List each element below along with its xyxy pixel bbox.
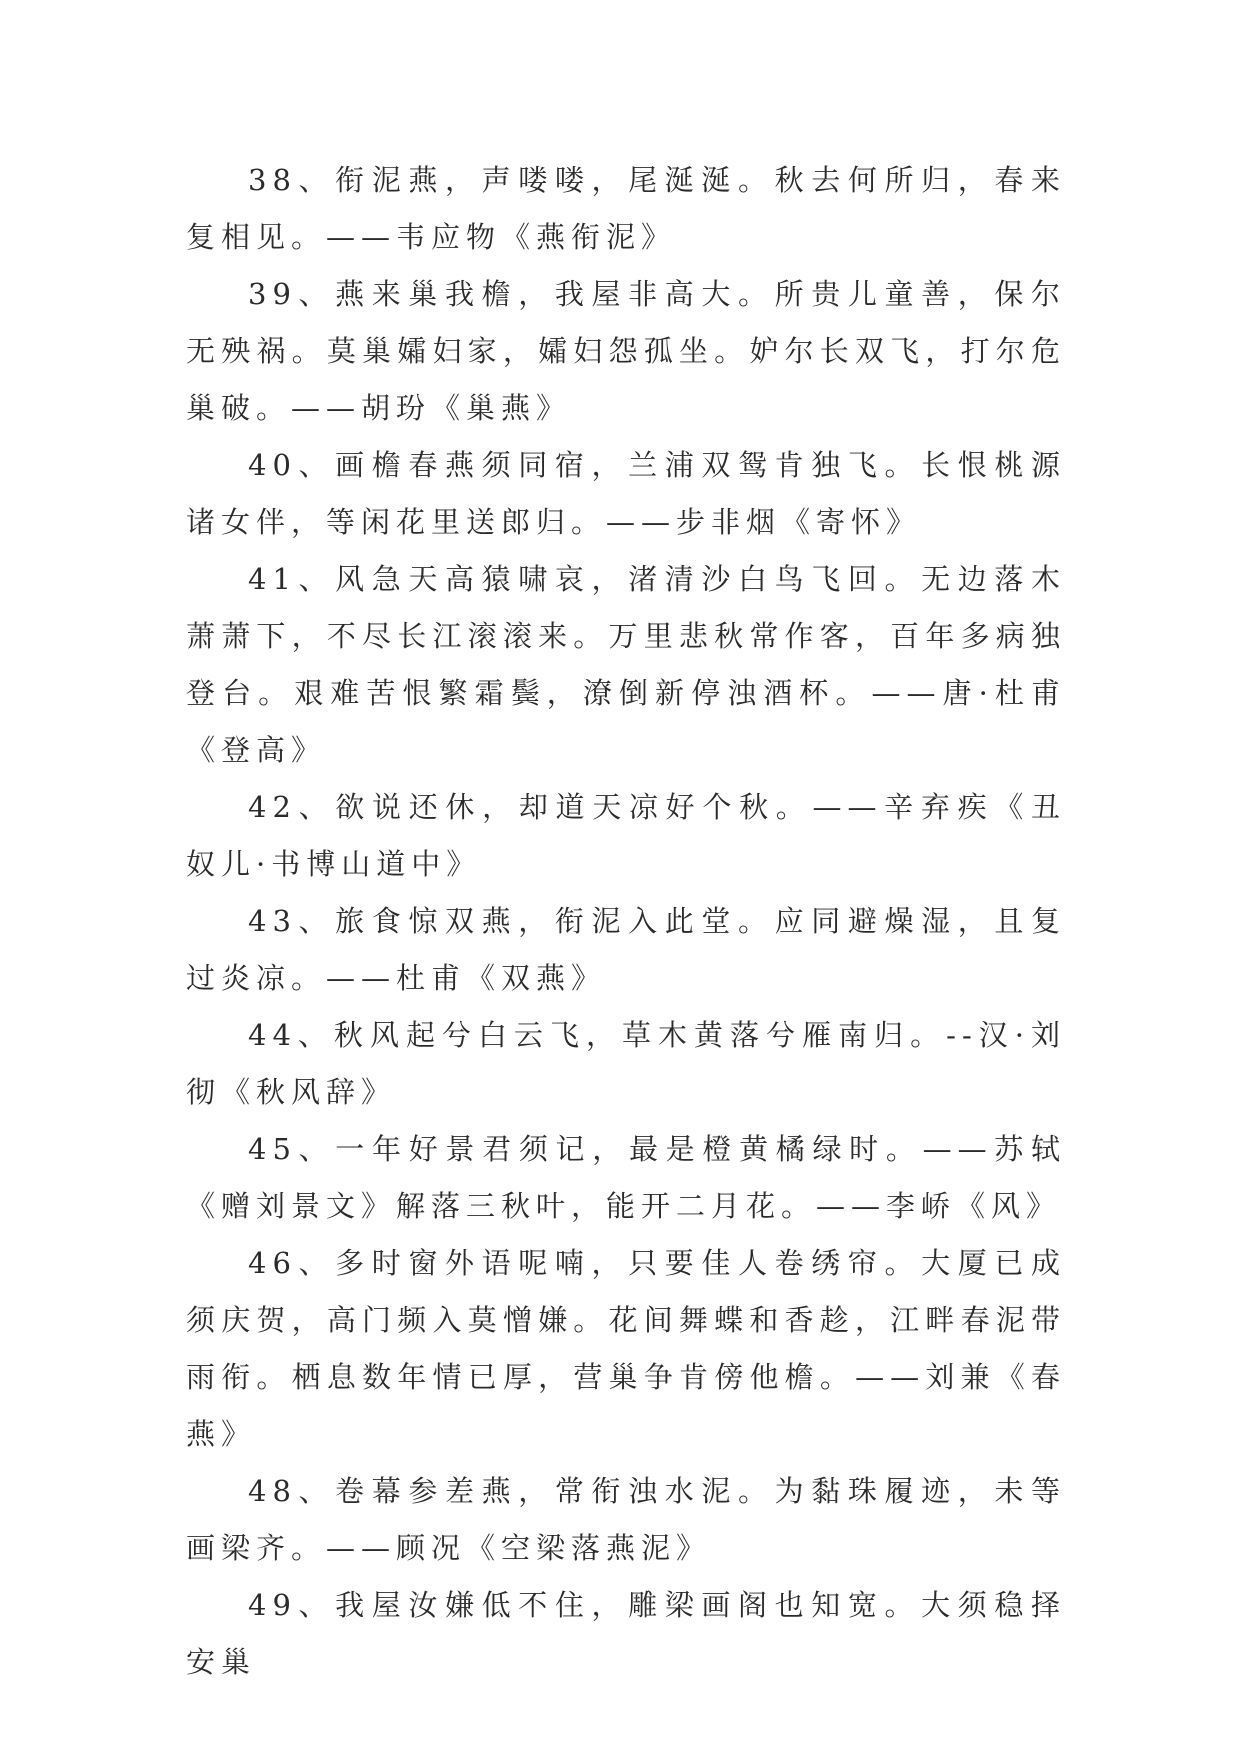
poem-entry-49: 49、我屋汝嫌低不住，雕梁画阁也知宽。大须稳择安巢 bbox=[186, 1588, 1066, 1679]
poem-entry-43: 43、旅食惊双燕，衔泥入此堂。应同避燥湿，且复过炎凉。——杜甫《双燕》 bbox=[186, 904, 1066, 995]
poem-entry-41: 41、风急天高猿啸哀，渚清沙白鸟飞回。无边落木萧萧下，不尽长江滚滚来。万里悲秋常作客，百年多病独登台。艰难苦恨繁霜鬓，潦倒新停浊酒杯。——唐·杜甫《登高》 bbox=[186, 562, 1066, 767]
document-body bbox=[186, 152, 1066, 1691]
poem-entry-38: 38、衔泥燕，声喽喽，尾涎涎。秋去何所归，春来复相见。——韦应物《燕衔泥》 bbox=[186, 163, 1066, 254]
poem-entry-42: 42、欲说还休，却道天凉好个秋。——辛弃疾《丑奴儿·书博山道中》 bbox=[186, 790, 1066, 881]
poem-entry-45: 45、一年好景君须记，最是橙黄橘绿时。——苏轼《赠刘景文》解落三秋叶，能开二月花。——李峤《风》 bbox=[186, 1132, 1066, 1223]
poem-entry-40: 40、画檐春燕须同宿，兰浦双鸳肯独飞。长恨桃源诸女伴，等闲花里送郎归。——步非烟《寄怀》 bbox=[186, 448, 1066, 539]
poem-entry-44: 44、秋风起兮白云飞，草木黄落兮雁南归。--汉·刘彻《秋风辞》 bbox=[186, 1018, 1066, 1109]
poem-entry-39: 39、燕来巢我檐，我屋非高大。所贵儿童善，保尔无殃祸。莫巢孀妇家，孀妇怨孤坐。妒尔长双飞，打尔危巢破。——胡玢《巢燕》 bbox=[186, 277, 1066, 425]
poem-entry-48: 48、卷幕参差燕，常衔浊水泥。为黏珠履迹，未等画梁齐。——顾况《空梁落燕泥》 bbox=[186, 1474, 1066, 1565]
poem-entry-46: 46、多时窗外语呢喃，只要佳人卷绣帘。大厦已成须庆贺，高门频入莫憎嫌。花间舞蝶和香趁，江畔春泥带雨衔。栖息数年情已厚，营巢争肯傍他檐。——刘兼《春燕》 bbox=[186, 1246, 1066, 1451]
